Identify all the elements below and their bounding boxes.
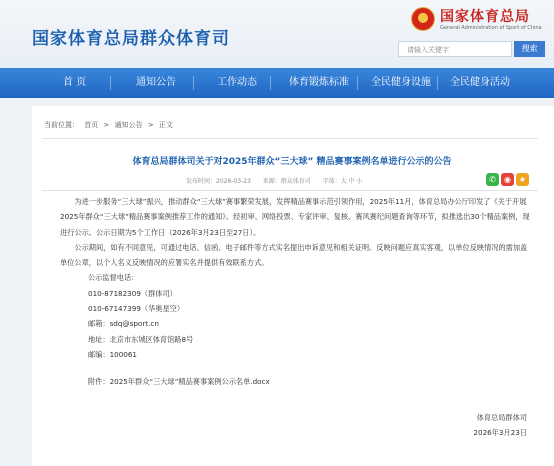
wechat-icon[interactable]: ✆ — [486, 173, 499, 186]
article-panel — [32, 106, 554, 466]
qzone-icon[interactable]: ★ — [516, 173, 529, 186]
search-input[interactable]: 请输入关键字 — [398, 41, 512, 57]
nav-divider — [437, 76, 438, 90]
breadcrumb-home[interactable]: 首页 — [84, 121, 99, 129]
article-paragraph: 公示期间，如有不同意见，可通过电话、信函、电子邮件等方式实名提出申诉意见和相关证明。反映问题应真实客观，以单位反映情况的需加盖单位公章，以个人名义反映情况的应署实名并提供有效联系方式。 — [60, 242, 528, 268]
contact-line: 010-87182309（群体司） — [88, 288, 177, 298]
article-paragraph: 为进一步服务“三大球”振兴，推动群众“三大球”赛事繁荣发展，发挥精品赛事示范引领作用，2025年11月，体育总局办公厅印发了《关于开展2025年群众“三大球”精品赛事案例推荐工作的通知》。经初审、网络投票、专家评审、复核、赛风赛纪问题查询等环节，拟推选出30个精品案例，现进行公示。公示日期为5个工作日（2026年3月23日至27日）。 — [60, 197, 530, 237]
brand-english-name: General Administration of Sport of China — [440, 25, 542, 31]
signature-date: 2026年3月23日 — [473, 427, 527, 437]
nav-item-exercise-standards[interactable]: 体育锻炼标准 — [289, 77, 349, 88]
article-meta — [186, 176, 373, 185]
breadcrumb-current: 正文 — [158, 121, 173, 129]
breadcrumb-prefix: 当前位置： — [44, 121, 79, 129]
contact-line: 公示监督电话： — [88, 273, 139, 283]
attachment-link[interactable]: 附件：2025年群众“三大球”精品赛事案例公示名单.docx — [88, 377, 270, 387]
site-header — [0, 0, 554, 68]
article-title: 体育总局群体司关于对2025年群众“三大球” 精品赛事案例名单进行公示的公告 — [132, 157, 452, 167]
weibo-icon[interactable]: ◉ — [501, 173, 514, 186]
contact-line: 010-67147399（华奥星空） — [88, 304, 185, 314]
breadcrumb-separator: > — [147, 121, 154, 129]
article-body — [60, 194, 530, 440]
contact-line: 地址：北京市东城区体育馆路8号 — [88, 334, 194, 344]
nav-item-fitness-facilities[interactable]: 全民健身设施 — [371, 77, 431, 88]
contact-line: 邮编：100061 — [88, 349, 138, 359]
signature: 体育总局群体司 — [476, 412, 527, 422]
main-nav — [0, 68, 554, 98]
breadcrumb-notices[interactable]: 通知公告 — [114, 121, 143, 129]
contact-line: 邮箱：sdq@sport.cn — [88, 319, 159, 329]
breadcrumb — [44, 120, 176, 130]
national-emblem-icon — [411, 7, 435, 31]
brand-logo-text[interactable]: 国家体育总局 — [440, 9, 530, 25]
search-button[interactable]: 搜索 — [514, 41, 545, 57]
nav-divider — [270, 76, 271, 90]
site-title[interactable]: 国家体育总局群众体育司 — [32, 29, 230, 49]
divider — [42, 138, 538, 139]
nav-divider — [193, 76, 194, 90]
nav-item-fitness-activities[interactable]: 全民健身活动 — [450, 77, 510, 88]
divider — [42, 190, 538, 191]
breadcrumb-separator: > — [103, 121, 110, 129]
publish-date: 发布时间：2026-03-23 — [186, 178, 251, 185]
nav-item-notices[interactable]: 通知公告 — [136, 77, 176, 88]
font-size-switch[interactable]: 字体：大 中 小 — [322, 178, 363, 185]
article-source: 来源：群众体育司 — [262, 178, 311, 185]
nav-divider — [110, 76, 111, 90]
nav-item-home[interactable]: 首 页 — [63, 77, 87, 88]
nav-item-news[interactable]: 工作动态 — [217, 77, 257, 88]
nav-divider — [357, 76, 358, 90]
